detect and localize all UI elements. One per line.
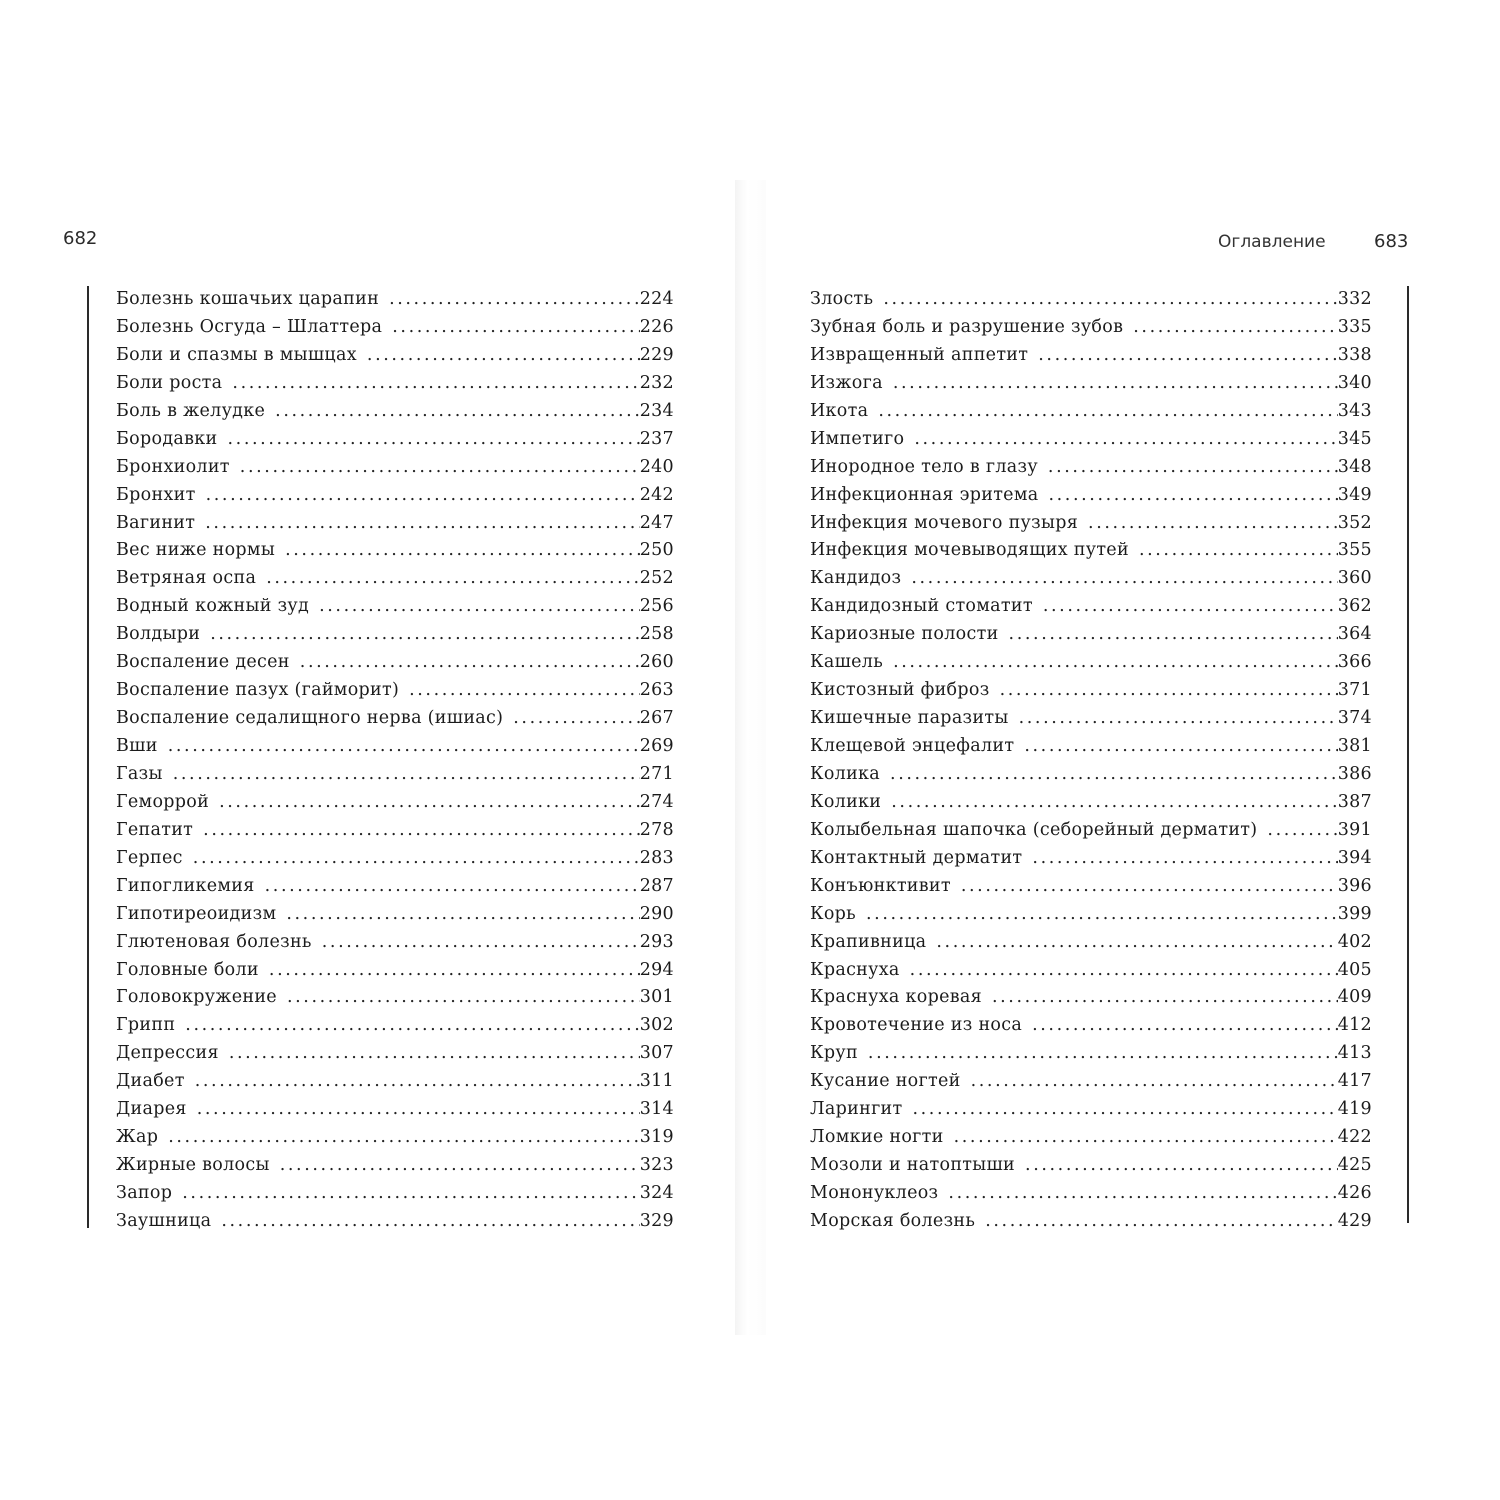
toc-entry-title: Кистозный фиброз — [810, 680, 990, 701]
dot-leader — [280, 1152, 640, 1180]
toc-entry-title: Кандидоз — [810, 568, 902, 589]
dot-leader — [265, 873, 640, 901]
toc-entry — [810, 314, 1372, 342]
dot-leader — [1032, 845, 1337, 873]
toc-entry — [116, 314, 674, 342]
toc-entry-page: 402 — [1337, 931, 1372, 952]
toc-entry — [116, 984, 674, 1012]
toc-entry — [116, 1124, 674, 1152]
toc-entry-page: 319 — [639, 1127, 674, 1148]
toc-entry-title: Гипогликемия — [116, 875, 255, 896]
margin-rule — [1407, 286, 1409, 1223]
toc-entry — [116, 845, 674, 873]
toc-entry-title: Жар — [116, 1127, 159, 1148]
toc-entry-title: Болезнь Осгуда – Шлаттера — [116, 316, 383, 337]
toc-entry — [810, 482, 1372, 510]
toc-entry-page: 338 — [1337, 344, 1372, 365]
toc-entry — [116, 510, 674, 538]
toc-entry — [116, 1208, 674, 1236]
dot-leader — [1133, 314, 1337, 342]
toc-entry-title: Болезнь кошачьих царапин — [116, 289, 380, 309]
dot-leader — [893, 370, 1338, 398]
toc-entry-title: Крапивница — [810, 931, 927, 952]
toc-entry-title: Депрессия — [116, 1043, 219, 1064]
toc-entry-page: 256 — [639, 596, 674, 617]
dot-leader — [1038, 342, 1337, 370]
toc-entry-title: Волдыри — [116, 624, 201, 645]
toc-entry-title: Заушница — [116, 1210, 212, 1231]
toc-list — [116, 286, 674, 1236]
toc-entry-title: Воспаление десен — [116, 652, 290, 673]
toc-entry-title: Ларингит — [810, 1099, 903, 1120]
toc-entry-page: 371 — [1337, 680, 1372, 701]
toc-entry — [810, 761, 1372, 789]
dot-leader — [890, 761, 1338, 789]
toc-entry-title: Зубная боль и разрушение зубов — [810, 316, 1124, 337]
toc-entry — [116, 537, 674, 565]
toc-entry-title: Инфекционная эритема — [810, 484, 1039, 505]
dot-leader — [193, 845, 640, 873]
toc-entry-page: 345 — [1337, 428, 1372, 449]
toc-entry-page: 329 — [639, 1210, 674, 1231]
toc-entry-page: 425 — [1337, 1155, 1372, 1176]
dot-leader — [893, 649, 1338, 677]
toc-entry — [116, 677, 674, 705]
toc-entry-title: Краснуха — [810, 959, 900, 980]
toc-entry-page: 240 — [639, 456, 674, 477]
toc-entry-page: 269 — [639, 736, 674, 756]
toc-entry — [116, 1152, 674, 1180]
dot-leader — [195, 1068, 640, 1096]
toc-entry-title: Колика — [810, 763, 881, 784]
dot-leader — [287, 984, 640, 1012]
toc-entry-page: 302 — [639, 1015, 674, 1036]
dot-leader — [1088, 510, 1338, 538]
toc-entry — [810, 649, 1372, 677]
toc-entry-page: 242 — [639, 484, 674, 505]
dot-leader — [1048, 482, 1337, 510]
toc-entry-page: 413 — [1337, 1043, 1372, 1064]
toc-entry-title: Колыбельная шапочка (себорейный дерматит) — [810, 819, 1258, 840]
toc-entry-title: Головные боли — [116, 959, 259, 980]
toc-entry — [810, 817, 1372, 845]
toc-entry — [116, 286, 674, 314]
toc-entry — [116, 789, 674, 817]
toc-entry-page: 237 — [639, 428, 674, 449]
toc-entry-title: Импетиго — [810, 428, 905, 449]
toc-entry-page: 360 — [1337, 568, 1372, 589]
dot-leader — [367, 342, 640, 370]
toc-entry-page: 386 — [1337, 763, 1372, 784]
toc-entry-page: 394 — [1337, 847, 1372, 868]
dot-leader — [300, 649, 640, 677]
toc-entry-title: Краснуха коревая — [810, 987, 982, 1008]
dot-leader — [1009, 621, 1338, 649]
toc-entry-title: Мононуклеоз — [810, 1183, 939, 1203]
left-page — [0, 180, 735, 1335]
toc-entry — [116, 565, 674, 593]
dot-leader — [319, 593, 640, 621]
toc-entry-page: 362 — [1337, 596, 1372, 617]
toc-entry-page: 335 — [1337, 316, 1372, 337]
dot-leader — [269, 957, 640, 985]
dot-leader — [182, 1180, 639, 1208]
toc-entry-title: Ветряная оспа — [116, 568, 257, 589]
toc-entry — [810, 1040, 1372, 1068]
dot-leader — [954, 1124, 1338, 1152]
toc-entry-page: 232 — [639, 372, 674, 393]
dot-leader — [1032, 1012, 1338, 1040]
dot-leader — [936, 929, 1337, 957]
dot-leader — [197, 1096, 640, 1124]
toc-entry-title: Кариозные полости — [810, 624, 999, 645]
toc-entry-page: 260 — [639, 652, 674, 673]
toc-entry — [116, 1068, 674, 1096]
toc-entry — [810, 984, 1372, 1012]
toc-entry — [810, 370, 1372, 398]
toc-entry-page: 366 — [1337, 652, 1372, 673]
toc-entry-page: 349 — [1337, 484, 1372, 505]
dot-leader — [985, 1208, 1337, 1236]
toc-entry-title: Инфекция мочевыводящих путей — [810, 540, 1129, 561]
toc-entry-page: 399 — [1337, 903, 1372, 924]
toc-entry — [810, 957, 1372, 985]
toc-entry — [116, 1096, 674, 1124]
page-number: 683 — [1374, 231, 1409, 252]
dot-leader — [912, 1096, 1337, 1124]
toc-entry — [810, 426, 1372, 454]
toc-entry-page: 263 — [639, 680, 674, 701]
dot-leader — [286, 901, 639, 929]
toc-entry — [116, 1040, 674, 1068]
toc-entry-title: Изжога — [810, 372, 883, 393]
toc-entry — [810, 398, 1372, 426]
toc-entry-title: Инфекция мочевого пузыря — [810, 512, 1079, 533]
toc-entry — [116, 342, 674, 370]
toc-entry — [116, 593, 674, 621]
toc-entry — [116, 649, 674, 677]
toc-entry-title: Ломкие ногти — [810, 1127, 944, 1148]
toc-entry-page: 301 — [639, 987, 674, 1008]
toc-entry — [116, 1180, 674, 1208]
toc-entry — [810, 1124, 1372, 1152]
dot-leader — [911, 565, 1337, 593]
toc-entry — [116, 761, 674, 789]
toc-entry — [116, 398, 674, 426]
toc-entry — [116, 482, 674, 510]
toc-entry-title: Вес ниже нормы — [116, 540, 276, 561]
toc-entry-page: 229 — [639, 344, 674, 365]
toc-entry — [116, 873, 674, 901]
dot-leader — [206, 482, 640, 510]
dot-leader — [868, 1040, 1338, 1068]
toc-entry-page: 234 — [639, 400, 674, 421]
dot-leader — [1025, 1152, 1338, 1180]
toc-entry-page: 252 — [639, 568, 674, 589]
toc-entry-page: 429 — [1337, 1210, 1372, 1231]
toc-entry — [810, 342, 1372, 370]
toc-entry-title: Воспаление пазух (гайморит) — [116, 680, 400, 701]
toc-entry-title: Вши — [116, 736, 158, 756]
dot-leader — [266, 565, 640, 593]
toc-entry-title: Боли и спазмы в мышцах — [116, 344, 357, 365]
toc-entry-page: 340 — [1337, 372, 1372, 393]
toc-entry-page: 409 — [1337, 987, 1372, 1008]
toc-entry-title: Злость — [810, 289, 874, 309]
toc-entry-title: Кишечные паразиты — [810, 708, 1009, 729]
dot-leader — [275, 398, 640, 426]
toc-entry — [810, 1208, 1372, 1236]
dot-leader — [1267, 817, 1337, 845]
toc-entry-page: 374 — [1337, 708, 1372, 729]
dot-leader — [971, 1068, 1338, 1096]
dot-leader — [1000, 677, 1338, 705]
dot-leader — [961, 873, 1338, 901]
dot-leader — [389, 286, 640, 314]
toc-entry-page: 226 — [639, 316, 674, 337]
toc-entry-title: Грипп — [116, 1015, 176, 1036]
dot-leader — [1048, 454, 1338, 482]
dot-leader — [891, 789, 1337, 817]
toc-entry-title: Геморрой — [116, 791, 210, 812]
toc-entry — [810, 454, 1372, 482]
toc-entry — [810, 565, 1372, 593]
toc-entry — [116, 370, 674, 398]
toc-entry-title: Кусание ногтей — [810, 1071, 961, 1092]
toc-entry — [810, 789, 1372, 817]
toc-entry-title: Мозоли и натоптыши — [810, 1155, 1016, 1176]
toc-entry — [116, 454, 674, 482]
dot-leader — [185, 1012, 639, 1040]
dot-leader — [232, 370, 639, 398]
toc-entry — [116, 957, 674, 985]
toc-entry — [116, 705, 674, 733]
toc-entry — [810, 1096, 1372, 1124]
toc-entry-title: Икота — [810, 400, 869, 421]
toc-entry-title: Глютеновая болезнь — [116, 931, 312, 952]
toc-entry-page: 294 — [639, 959, 674, 980]
toc-entry-page: 323 — [639, 1155, 674, 1176]
margin-rule — [87, 286, 89, 1228]
toc-entry — [116, 1012, 674, 1040]
toc-entry-title: Круп — [810, 1043, 858, 1064]
page-number: 682 — [63, 228, 98, 249]
dot-leader — [513, 705, 639, 733]
toc-entry — [116, 621, 674, 649]
toc-entry — [810, 510, 1372, 538]
toc-entry-page: 311 — [639, 1071, 674, 1092]
dot-leader — [285, 537, 640, 565]
toc-entry — [116, 733, 674, 761]
toc-entry-page: 314 — [639, 1099, 674, 1120]
toc-entry — [810, 1068, 1372, 1096]
dot-leader — [240, 454, 640, 482]
toc-entry-page: 396 — [1337, 875, 1372, 896]
dot-leader — [910, 957, 1338, 985]
toc-entry — [810, 1012, 1372, 1040]
dot-leader — [1139, 537, 1338, 565]
dot-leader — [203, 817, 640, 845]
toc-entry-title: Головокружение — [116, 987, 277, 1008]
toc-entry — [116, 901, 674, 929]
toc-entry-page: 250 — [639, 540, 674, 561]
dot-leader — [1019, 705, 1338, 733]
toc-entry-page: 307 — [639, 1043, 674, 1064]
toc-entry-page: 412 — [1337, 1015, 1372, 1036]
toc-entry-title: Кандидозный стоматит — [810, 596, 1033, 617]
toc-entry-title: Газы — [116, 763, 163, 784]
toc-entry-page: 355 — [1337, 540, 1372, 561]
dot-leader — [210, 621, 640, 649]
toc-entry-page: 324 — [639, 1183, 674, 1203]
toc-entry-page: 405 — [1337, 959, 1372, 980]
toc-entry-title: Кашель — [810, 652, 884, 673]
dot-leader — [914, 426, 1337, 454]
toc-entry-page: 391 — [1337, 819, 1372, 840]
dot-leader — [883, 286, 1337, 314]
toc-entry-page: 293 — [639, 931, 674, 952]
toc-entry-page: 381 — [1337, 736, 1372, 756]
toc-entry-page: 224 — [639, 289, 674, 309]
toc-entry-title: Гепатит — [116, 819, 194, 840]
toc-entry-title: Боли роста — [116, 372, 223, 393]
toc-entry-title: Контактный дерматит — [810, 847, 1023, 868]
dot-leader — [168, 1124, 639, 1152]
toc-entry-title: Кровотечение из носа — [810, 1015, 1023, 1036]
dot-leader — [392, 314, 639, 342]
dot-leader — [322, 929, 640, 957]
toc-entry — [810, 1152, 1372, 1180]
book-spine — [735, 180, 766, 1335]
toc-entry — [810, 537, 1372, 565]
toc-list — [810, 286, 1372, 1236]
toc-entry — [810, 845, 1372, 873]
dot-leader — [205, 510, 639, 538]
toc-entry-title: Диарея — [116, 1099, 187, 1120]
toc-entry-page: 271 — [639, 763, 674, 784]
toc-entry-page: 267 — [639, 708, 674, 729]
toc-entry-page: 332 — [1337, 289, 1372, 309]
toc-entry-title: Извращенный аппетит — [810, 344, 1029, 365]
toc-entry-title: Инородное тело в глазу — [810, 456, 1038, 477]
toc-entry — [810, 733, 1372, 761]
toc-entry-page: 348 — [1337, 456, 1372, 477]
toc-entry — [810, 593, 1372, 621]
dot-leader — [866, 901, 1338, 929]
toc-entry-page: 352 — [1337, 512, 1372, 533]
dot-leader — [1024, 733, 1337, 761]
toc-entry-title: Клещевой энцефалит — [810, 736, 1015, 756]
toc-entry-page: 419 — [1337, 1099, 1372, 1120]
toc-entry-title: Вагинит — [116, 512, 196, 533]
toc-entry-title: Колики — [810, 791, 882, 812]
toc-entry-page: 258 — [639, 624, 674, 645]
toc-entry-page: 278 — [639, 819, 674, 840]
toc-entry-page: 422 — [1337, 1127, 1372, 1148]
toc-entry-title: Бородавки — [116, 428, 218, 449]
toc-entry-title: Морская болезнь — [810, 1210, 976, 1231]
dot-leader — [221, 1208, 639, 1236]
dot-leader — [409, 677, 640, 705]
right-page — [766, 180, 1500, 1335]
toc-entry — [810, 901, 1372, 929]
toc-entry-page: 287 — [639, 875, 674, 896]
toc-entry-title: Бронхиолит — [116, 456, 230, 477]
toc-entry — [116, 426, 674, 454]
toc-entry-title: Гипотиреоидизм — [116, 903, 277, 924]
toc-entry — [810, 621, 1372, 649]
toc-entry — [810, 1180, 1372, 1208]
toc-entry-title: Диабет — [116, 1071, 185, 1092]
toc-entry-title: Корь — [810, 903, 857, 924]
toc-entry-page: 283 — [639, 847, 674, 868]
dot-leader — [229, 1040, 640, 1068]
toc-entry-page: 274 — [639, 791, 674, 812]
toc-entry — [810, 705, 1372, 733]
dot-leader — [878, 398, 1337, 426]
toc-entry-page: 247 — [639, 512, 674, 533]
toc-entry-page: 417 — [1337, 1071, 1372, 1092]
toc-entry-title: Боль в желудке — [116, 400, 266, 421]
dot-leader — [219, 789, 640, 817]
toc-entry — [810, 929, 1372, 957]
toc-entry-page: 426 — [1337, 1183, 1372, 1203]
toc-entry — [116, 817, 674, 845]
toc-entry-title: Герпес — [116, 847, 183, 868]
toc-entry-page: 364 — [1337, 624, 1372, 645]
toc-entry-title: Бронхит — [116, 484, 196, 505]
dot-leader — [948, 1180, 1337, 1208]
toc-entry — [810, 286, 1372, 314]
toc-entry-page: 343 — [1337, 400, 1372, 421]
running-head: Оглавление — [1218, 232, 1326, 252]
dot-leader — [1043, 593, 1338, 621]
toc-entry — [116, 929, 674, 957]
toc-entry-title: Запор — [116, 1183, 173, 1203]
toc-entry — [810, 677, 1372, 705]
toc-entry — [810, 873, 1372, 901]
dot-leader — [168, 733, 640, 761]
toc-entry-page: 290 — [639, 903, 674, 924]
toc-entry-title: Воспаление седалищного нерва (ишиас) — [116, 708, 504, 729]
dot-leader — [992, 984, 1338, 1012]
dot-leader — [228, 426, 640, 454]
dot-leader — [173, 761, 640, 789]
toc-entry-page: 387 — [1337, 791, 1372, 812]
toc-entry-title: Жирные волосы — [116, 1155, 270, 1176]
toc-entry-title: Конъюнктивит — [810, 875, 951, 896]
toc-entry-title: Водный кожный зуд — [116, 596, 310, 617]
